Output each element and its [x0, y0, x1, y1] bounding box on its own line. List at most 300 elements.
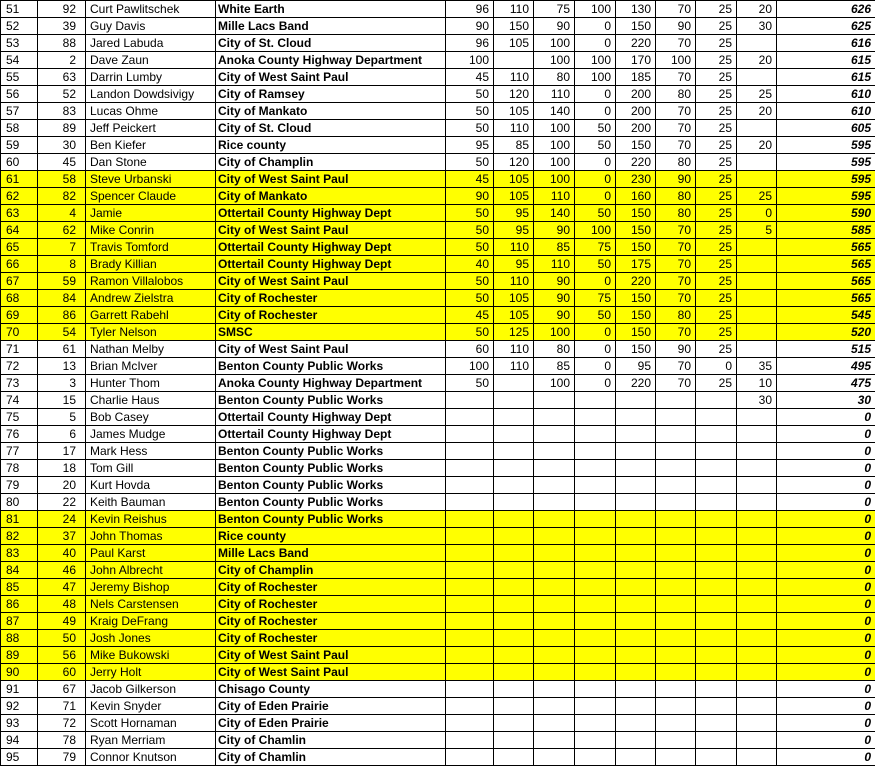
score-cell[interactable]	[446, 647, 494, 664]
name-cell[interactable]: Ryan Merriam	[86, 732, 216, 749]
score-cell[interactable]: 90	[534, 273, 575, 290]
score-cell[interactable]	[494, 715, 534, 732]
entry-number-cell[interactable]: 40	[38, 545, 86, 562]
rank-cell[interactable]: 92	[1, 698, 38, 715]
score-cell[interactable]	[534, 647, 575, 664]
name-cell[interactable]: Jacob Gilkerson	[86, 681, 216, 698]
score-cell[interactable]: 70	[656, 256, 696, 273]
score-cell[interactable]: 110	[534, 188, 575, 205]
score-cell[interactable]: 10	[737, 375, 777, 392]
entry-number-cell[interactable]: 67	[38, 681, 86, 698]
table-row[interactable]	[1, 273, 875, 290]
score-cell[interactable]	[446, 511, 494, 528]
table-row[interactable]	[1, 732, 875, 749]
table-row[interactable]	[1, 188, 875, 205]
score-cell[interactable]	[446, 630, 494, 647]
organization-cell[interactable]: City of Rochester	[216, 307, 446, 324]
table-row[interactable]	[1, 562, 875, 579]
score-cell[interactable]: 105	[494, 307, 534, 324]
score-cell[interactable]	[494, 460, 534, 477]
table-row[interactable]	[1, 613, 875, 630]
table-row[interactable]	[1, 69, 875, 86]
score-cell[interactable]: 25	[696, 137, 737, 154]
table-row[interactable]	[1, 528, 875, 545]
score-cell[interactable]	[656, 698, 696, 715]
score-cell[interactable]: 25	[696, 256, 737, 273]
total-score-cell[interactable]: 520	[777, 324, 875, 341]
score-cell[interactable]	[616, 511, 656, 528]
score-cell[interactable]	[534, 579, 575, 596]
score-cell[interactable]	[696, 664, 737, 681]
score-cell[interactable]: 230	[616, 171, 656, 188]
rank-cell[interactable]: 51	[1, 1, 38, 18]
organization-cell[interactable]: Ottertail County Highway Dept	[216, 256, 446, 273]
score-cell[interactable]	[696, 511, 737, 528]
score-cell[interactable]: 100	[575, 1, 616, 18]
rank-cell[interactable]: 67	[1, 273, 38, 290]
organization-cell[interactable]: City of Chamlin	[216, 732, 446, 749]
entry-number-cell[interactable]: 15	[38, 392, 86, 409]
score-cell[interactable]	[656, 613, 696, 630]
score-cell[interactable]	[616, 613, 656, 630]
name-cell[interactable]: Ben Kiefer	[86, 137, 216, 154]
score-cell[interactable]: 25	[696, 290, 737, 307]
name-cell[interactable]: Spencer Claude	[86, 188, 216, 205]
score-cell[interactable]: 25	[737, 188, 777, 205]
score-cell[interactable]	[534, 698, 575, 715]
entry-number-cell[interactable]: 60	[38, 664, 86, 681]
organization-cell[interactable]: Benton County Public Works	[216, 392, 446, 409]
score-cell[interactable]: 35	[737, 358, 777, 375]
rank-cell[interactable]: 87	[1, 613, 38, 630]
score-cell[interactable]	[494, 562, 534, 579]
rank-cell[interactable]: 89	[1, 647, 38, 664]
total-score-cell[interactable]: 0	[777, 579, 875, 596]
name-cell[interactable]: Mark Hess	[86, 443, 216, 460]
score-cell[interactable]	[737, 239, 777, 256]
organization-cell[interactable]: Benton County Public Works	[216, 511, 446, 528]
rank-cell[interactable]: 85	[1, 579, 38, 596]
score-cell[interactable]	[656, 511, 696, 528]
score-cell[interactable]	[534, 426, 575, 443]
score-cell[interactable]: 25	[696, 239, 737, 256]
score-cell[interactable]: 70	[656, 1, 696, 18]
total-score-cell[interactable]: 615	[777, 69, 875, 86]
organization-cell[interactable]: City of Rochester	[216, 613, 446, 630]
name-cell[interactable]: Andrew Zielstra	[86, 290, 216, 307]
entry-number-cell[interactable]: 17	[38, 443, 86, 460]
organization-cell[interactable]: Ottertail County Highway Dept	[216, 409, 446, 426]
rank-cell[interactable]: 80	[1, 494, 38, 511]
rank-cell[interactable]: 83	[1, 545, 38, 562]
score-cell[interactable]	[575, 732, 616, 749]
name-cell[interactable]: Connor Knutson	[86, 749, 216, 766]
entry-number-cell[interactable]: 52	[38, 86, 86, 103]
total-score-cell[interactable]: 610	[777, 86, 875, 103]
score-cell[interactable]	[656, 664, 696, 681]
score-cell[interactable]	[446, 460, 494, 477]
score-cell[interactable]	[446, 732, 494, 749]
rank-cell[interactable]: 65	[1, 239, 38, 256]
score-cell[interactable]: 110	[494, 341, 534, 358]
organization-cell[interactable]: City of Rochester	[216, 596, 446, 613]
name-cell[interactable]: James Mudge	[86, 426, 216, 443]
score-cell[interactable]	[446, 409, 494, 426]
table-row[interactable]	[1, 290, 875, 307]
score-cell[interactable]: 100	[534, 154, 575, 171]
rank-cell[interactable]: 62	[1, 188, 38, 205]
name-cell[interactable]: Hunter Thom	[86, 375, 216, 392]
score-cell[interactable]	[696, 528, 737, 545]
score-cell[interactable]	[656, 409, 696, 426]
score-cell[interactable]: 60	[446, 341, 494, 358]
score-cell[interactable]: 0	[575, 18, 616, 35]
table-row[interactable]	[1, 392, 875, 409]
score-cell[interactable]	[534, 562, 575, 579]
score-cell[interactable]	[534, 443, 575, 460]
name-cell[interactable]: Curt Pawlitschek	[86, 1, 216, 18]
entry-number-cell[interactable]: 63	[38, 69, 86, 86]
score-cell[interactable]	[534, 494, 575, 511]
score-cell[interactable]: 110	[534, 256, 575, 273]
score-cell[interactable]: 25	[737, 86, 777, 103]
rank-cell[interactable]: 55	[1, 69, 38, 86]
organization-cell[interactable]: City of West Saint Paul	[216, 222, 446, 239]
entry-number-cell[interactable]: 54	[38, 324, 86, 341]
score-cell[interactable]: 90	[656, 171, 696, 188]
name-cell[interactable]: Garrett Rabehl	[86, 307, 216, 324]
score-cell[interactable]	[656, 579, 696, 596]
name-cell[interactable]: Nathan Melby	[86, 341, 216, 358]
score-cell[interactable]	[737, 528, 777, 545]
entry-number-cell[interactable]: 3	[38, 375, 86, 392]
score-cell[interactable]: 0	[575, 375, 616, 392]
score-cell[interactable]: 20	[737, 1, 777, 18]
score-cell[interactable]	[616, 528, 656, 545]
organization-cell[interactable]: City of St. Cloud	[216, 120, 446, 137]
score-cell[interactable]: 220	[616, 273, 656, 290]
score-cell[interactable]: 25	[696, 1, 737, 18]
entry-number-cell[interactable]: 24	[38, 511, 86, 528]
score-cell[interactable]	[616, 715, 656, 732]
score-cell[interactable]: 90	[534, 307, 575, 324]
score-cell[interactable]	[575, 596, 616, 613]
score-cell[interactable]: 90	[534, 290, 575, 307]
score-cell[interactable]: 70	[656, 239, 696, 256]
score-cell[interactable]: 50	[446, 273, 494, 290]
score-cell[interactable]: 45	[446, 171, 494, 188]
organization-cell[interactable]: City of West Saint Paul	[216, 171, 446, 188]
table-row[interactable]	[1, 137, 875, 154]
entry-number-cell[interactable]: 84	[38, 290, 86, 307]
table-row[interactable]	[1, 239, 875, 256]
total-score-cell[interactable]: 475	[777, 375, 875, 392]
rank-cell[interactable]: 57	[1, 103, 38, 120]
score-cell[interactable]: 25	[696, 171, 737, 188]
score-cell[interactable]	[737, 307, 777, 324]
total-score-cell[interactable]: 605	[777, 120, 875, 137]
rank-cell[interactable]: 53	[1, 35, 38, 52]
total-score-cell[interactable]: 0	[777, 443, 875, 460]
score-cell[interactable]: 50	[575, 307, 616, 324]
score-cell[interactable]: 110	[494, 1, 534, 18]
score-cell[interactable]: 20	[737, 103, 777, 120]
name-cell[interactable]: Kevin Snyder	[86, 698, 216, 715]
score-cell[interactable]	[494, 375, 534, 392]
entry-number-cell[interactable]: 47	[38, 579, 86, 596]
score-cell[interactable]	[575, 409, 616, 426]
name-cell[interactable]: Scott Hornaman	[86, 715, 216, 732]
score-cell[interactable]	[534, 664, 575, 681]
score-cell[interactable]: 90	[446, 188, 494, 205]
organization-cell[interactable]: City of Mankato	[216, 103, 446, 120]
score-cell[interactable]: 5	[737, 222, 777, 239]
score-cell[interactable]: 150	[616, 324, 656, 341]
score-cell[interactable]	[494, 52, 534, 69]
organization-cell[interactable]: Anoka County Highway Department	[216, 375, 446, 392]
score-cell[interactable]: 200	[616, 120, 656, 137]
name-cell[interactable]: Jeff Peickert	[86, 120, 216, 137]
score-cell[interactable]: 85	[534, 358, 575, 375]
score-cell[interactable]: 0	[575, 35, 616, 52]
name-cell[interactable]: Bob Casey	[86, 409, 216, 426]
score-cell[interactable]	[616, 426, 656, 443]
name-cell[interactable]: Jerry Holt	[86, 664, 216, 681]
score-cell[interactable]: 140	[534, 103, 575, 120]
score-cell[interactable]: 90	[534, 18, 575, 35]
rank-cell[interactable]: 71	[1, 341, 38, 358]
score-cell[interactable]: 80	[534, 341, 575, 358]
entry-number-cell[interactable]: 20	[38, 477, 86, 494]
score-cell[interactable]: 80	[656, 86, 696, 103]
table-row[interactable]	[1, 375, 875, 392]
score-cell[interactable]: 45	[446, 307, 494, 324]
table-row[interactable]	[1, 86, 875, 103]
score-cell[interactable]	[446, 664, 494, 681]
organization-cell[interactable]: Ottertail County Highway Dept	[216, 426, 446, 443]
score-cell[interactable]	[696, 409, 737, 426]
score-cell[interactable]	[737, 664, 777, 681]
total-score-cell[interactable]: 545	[777, 307, 875, 324]
score-cell[interactable]	[616, 647, 656, 664]
score-cell[interactable]	[575, 664, 616, 681]
name-cell[interactable]: Kurt Hovda	[86, 477, 216, 494]
entry-number-cell[interactable]: 83	[38, 103, 86, 120]
total-score-cell[interactable]: 0	[777, 732, 875, 749]
score-cell[interactable]: 50	[446, 324, 494, 341]
score-cell[interactable]: 95	[494, 222, 534, 239]
score-cell[interactable]: 150	[616, 239, 656, 256]
score-cell[interactable]	[696, 732, 737, 749]
organization-cell[interactable]: Ottertail County Highway Dept	[216, 205, 446, 222]
score-cell[interactable]	[446, 443, 494, 460]
score-cell[interactable]	[737, 69, 777, 86]
score-cell[interactable]: 45	[446, 69, 494, 86]
entry-number-cell[interactable]: 49	[38, 613, 86, 630]
score-cell[interactable]	[575, 460, 616, 477]
table-row[interactable]	[1, 596, 875, 613]
score-cell[interactable]: 95	[494, 205, 534, 222]
organization-cell[interactable]: Benton County Public Works	[216, 477, 446, 494]
score-cell[interactable]	[575, 613, 616, 630]
organization-cell[interactable]: City of Rochester	[216, 579, 446, 596]
organization-cell[interactable]: City of Rochester	[216, 290, 446, 307]
score-cell[interactable]: 105	[494, 290, 534, 307]
score-cell[interactable]	[616, 460, 656, 477]
score-cell[interactable]: 160	[616, 188, 656, 205]
entry-number-cell[interactable]: 50	[38, 630, 86, 647]
score-cell[interactable]	[656, 647, 696, 664]
total-score-cell[interactable]: 0	[777, 494, 875, 511]
total-score-cell[interactable]: 0	[777, 715, 875, 732]
entry-number-cell[interactable]: 46	[38, 562, 86, 579]
score-cell[interactable]	[656, 715, 696, 732]
score-cell[interactable]	[737, 494, 777, 511]
score-cell[interactable]	[737, 154, 777, 171]
name-cell[interactable]: Guy Davis	[86, 18, 216, 35]
score-cell[interactable]	[616, 596, 656, 613]
score-cell[interactable]	[446, 715, 494, 732]
rank-cell[interactable]: 68	[1, 290, 38, 307]
score-cell[interactable]: 0	[575, 273, 616, 290]
score-cell[interactable]: 95	[616, 358, 656, 375]
score-cell[interactable]: 75	[534, 1, 575, 18]
score-cell[interactable]: 100	[446, 52, 494, 69]
score-cell[interactable]	[534, 732, 575, 749]
organization-cell[interactable]: Ottertail County Highway Dept	[216, 239, 446, 256]
organization-cell[interactable]: City of Rochester	[216, 630, 446, 647]
score-cell[interactable]	[446, 681, 494, 698]
score-cell[interactable]: 75	[575, 290, 616, 307]
rank-cell[interactable]: 64	[1, 222, 38, 239]
score-cell[interactable]	[696, 477, 737, 494]
total-score-cell[interactable]: 495	[777, 358, 875, 375]
score-cell[interactable]	[534, 630, 575, 647]
score-cell[interactable]	[534, 511, 575, 528]
score-cell[interactable]: 100	[575, 69, 616, 86]
name-cell[interactable]: Jamie	[86, 205, 216, 222]
score-cell[interactable]	[737, 749, 777, 766]
total-score-cell[interactable]: 590	[777, 205, 875, 222]
total-score-cell[interactable]: 0	[777, 647, 875, 664]
table-row[interactable]	[1, 120, 875, 137]
total-score-cell[interactable]: 616	[777, 35, 875, 52]
score-cell[interactable]	[446, 494, 494, 511]
table-row[interactable]	[1, 630, 875, 647]
score-cell[interactable]	[446, 392, 494, 409]
score-cell[interactable]	[737, 324, 777, 341]
score-cell[interactable]: 70	[656, 358, 696, 375]
score-cell[interactable]	[494, 409, 534, 426]
score-cell[interactable]	[494, 443, 534, 460]
score-cell[interactable]	[494, 426, 534, 443]
table-row[interactable]	[1, 426, 875, 443]
name-cell[interactable]: Lucas Ohme	[86, 103, 216, 120]
score-cell[interactable]	[696, 630, 737, 647]
score-cell[interactable]: 125	[494, 324, 534, 341]
score-cell[interactable]	[494, 392, 534, 409]
organization-cell[interactable]: City of West Saint Paul	[216, 273, 446, 290]
score-cell[interactable]	[616, 579, 656, 596]
score-cell[interactable]: 120	[494, 86, 534, 103]
score-cell[interactable]: 100	[534, 120, 575, 137]
score-cell[interactable]: 110	[494, 273, 534, 290]
score-cell[interactable]	[534, 715, 575, 732]
score-cell[interactable]	[616, 545, 656, 562]
entry-number-cell[interactable]: 82	[38, 188, 86, 205]
score-cell[interactable]	[737, 477, 777, 494]
score-cell[interactable]: 25	[696, 324, 737, 341]
score-cell[interactable]	[696, 392, 737, 409]
entry-number-cell[interactable]: 89	[38, 120, 86, 137]
name-cell[interactable]: Josh Jones	[86, 630, 216, 647]
score-cell[interactable]	[656, 630, 696, 647]
entry-number-cell[interactable]: 45	[38, 154, 86, 171]
score-cell[interactable]	[494, 630, 534, 647]
total-score-cell[interactable]: 0	[777, 562, 875, 579]
score-cell[interactable]: 0	[575, 324, 616, 341]
score-cell[interactable]: 95	[494, 256, 534, 273]
name-cell[interactable]: Kraig DeFrang	[86, 613, 216, 630]
score-cell[interactable]: 110	[494, 120, 534, 137]
score-cell[interactable]	[494, 511, 534, 528]
score-cell[interactable]: 105	[494, 171, 534, 188]
rank-cell[interactable]: 74	[1, 392, 38, 409]
score-cell[interactable]: 185	[616, 69, 656, 86]
score-cell[interactable]	[616, 494, 656, 511]
name-cell[interactable]: Tyler Nelson	[86, 324, 216, 341]
organization-cell[interactable]: Benton County Public Works	[216, 358, 446, 375]
score-cell[interactable]: 100	[534, 375, 575, 392]
score-cell[interactable]: 170	[616, 52, 656, 69]
total-score-cell[interactable]: 0	[777, 664, 875, 681]
score-cell[interactable]	[575, 392, 616, 409]
score-cell[interactable]: 96	[446, 1, 494, 18]
score-cell[interactable]	[534, 749, 575, 766]
table-row[interactable]	[1, 460, 875, 477]
score-cell[interactable]	[656, 477, 696, 494]
score-cell[interactable]	[534, 545, 575, 562]
table-row[interactable]	[1, 494, 875, 511]
score-cell[interactable]: 100	[656, 52, 696, 69]
table-row[interactable]	[1, 477, 875, 494]
rank-cell[interactable]: 59	[1, 137, 38, 154]
score-cell[interactable]: 200	[616, 103, 656, 120]
score-cell[interactable]	[656, 749, 696, 766]
total-score-cell[interactable]: 0	[777, 681, 875, 698]
score-cell[interactable]	[616, 477, 656, 494]
table-row[interactable]	[1, 324, 875, 341]
score-cell[interactable]	[494, 732, 534, 749]
rank-cell[interactable]: 58	[1, 120, 38, 137]
rank-cell[interactable]: 77	[1, 443, 38, 460]
rank-cell[interactable]: 56	[1, 86, 38, 103]
score-cell[interactable]	[494, 545, 534, 562]
rank-cell[interactable]: 86	[1, 596, 38, 613]
score-cell[interactable]	[656, 443, 696, 460]
score-cell[interactable]: 30	[737, 392, 777, 409]
organization-cell[interactable]: Mille Lacs Band	[216, 545, 446, 562]
entry-number-cell[interactable]: 4	[38, 205, 86, 222]
score-cell[interactable]	[696, 698, 737, 715]
score-cell[interactable]	[737, 460, 777, 477]
rank-cell[interactable]: 60	[1, 154, 38, 171]
name-cell[interactable]: Jared Labuda	[86, 35, 216, 52]
score-cell[interactable]: 100	[534, 137, 575, 154]
score-cell[interactable]	[616, 681, 656, 698]
score-cell[interactable]: 105	[494, 188, 534, 205]
score-cell[interactable]	[737, 426, 777, 443]
